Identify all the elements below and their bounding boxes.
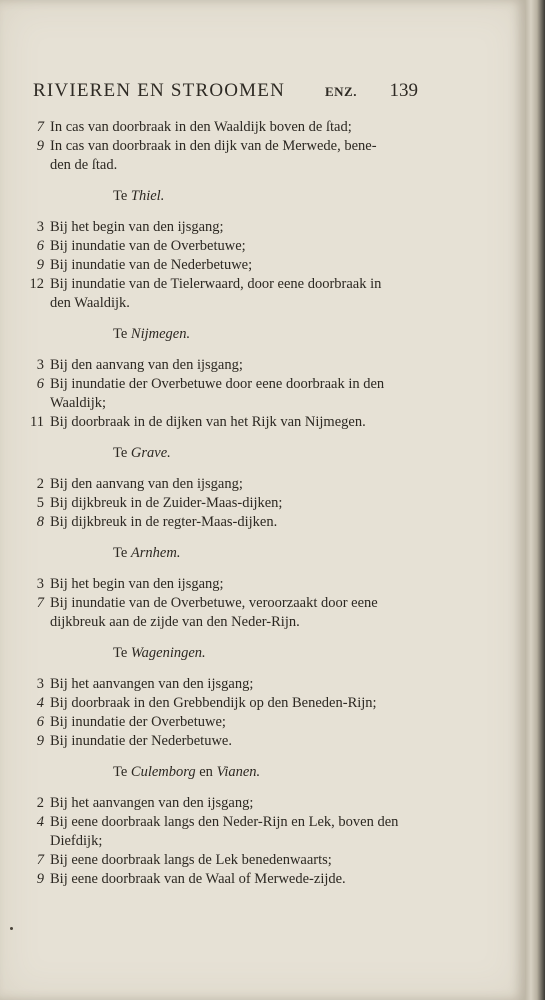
entry-text: Bij dijkbreuk in de Zuider-Maas-dijken; <box>50 495 283 511</box>
entry-text: den de ſtad. <box>50 157 118 173</box>
entry-number: 6 <box>36 376 44 392</box>
entry-line <box>28 218 423 237</box>
entry-line <box>28 256 423 275</box>
entry-number: 9 <box>36 871 44 887</box>
entry-text: Bij dijkbreuk in de regter-Maas-dijken. <box>50 514 278 530</box>
entry-line <box>28 794 423 813</box>
heading-prefix: Te <box>113 645 131 661</box>
entry-line <box>28 356 423 375</box>
entry-line <box>28 575 423 594</box>
entry-line <box>28 832 423 851</box>
entry-text: Diefdijk; <box>50 833 103 849</box>
entry-number: 3 <box>36 357 44 373</box>
entry-line <box>28 494 423 513</box>
heading-place: Culemborg <box>130 764 196 780</box>
running-title: RIVIEREN EN STROOMEN <box>33 80 285 101</box>
entry-text: Bij inundatie van de Nederbetuwe; <box>50 257 253 273</box>
entry-line <box>28 732 423 751</box>
entry-line <box>28 675 423 694</box>
entry-text: In cas van doorbraak in den Waaldijk boven de ſtad; <box>50 119 352 135</box>
entry-text: In cas van doorbraak in den dijk van de Merwede, bene- <box>50 138 377 154</box>
entry-number: 5 <box>36 495 44 511</box>
entry-line <box>28 394 423 413</box>
entry-line <box>28 156 423 175</box>
entry-line <box>28 237 423 256</box>
place-heading <box>28 187 423 206</box>
heading-place: Arnhem. <box>130 545 181 561</box>
entry-line <box>28 118 423 137</box>
entry-number: 4 <box>36 814 44 830</box>
entry-number: 3 <box>36 576 44 592</box>
entry-number: 12 <box>29 276 44 292</box>
entry-number: 2 <box>36 795 44 811</box>
entry-text: Bij inundatie van de Tielerwaard, door eene doorbraak in <box>50 276 382 292</box>
entry-line <box>28 713 423 732</box>
place-heading <box>28 325 423 344</box>
entry-line <box>28 870 423 889</box>
entry-number: 9 <box>36 138 44 154</box>
entry-number: 6 <box>36 238 44 254</box>
entry-text: Bij eene doorbraak langs den Neder-Rijn en Lek, boven den <box>50 814 399 830</box>
heading-conjunction: en <box>195 764 217 780</box>
entry-text: Bij eene doorbraak langs de Lek benedenwaarts; <box>50 852 332 868</box>
entry-text: Bij het aanvangen van den ijsgang; <box>50 676 254 692</box>
entry-text: Bij inundatie der Overbetuwe; <box>50 714 226 730</box>
entry-number: 3 <box>36 676 44 692</box>
entry-line <box>28 413 423 432</box>
entry-number: 3 <box>36 219 44 235</box>
entry-number: 9 <box>36 733 44 749</box>
entry-line <box>28 375 423 394</box>
entry-text: Bij het begin van den ijsgang; <box>50 219 224 235</box>
page-number: 139 <box>389 80 418 101</box>
entry-line <box>28 275 423 294</box>
entry-line <box>28 851 423 870</box>
entry-text: Bij doorbraak in de dijken van het Rijk van Nijmegen. <box>50 414 366 430</box>
page-edge <box>525 0 545 1000</box>
page-body <box>28 118 423 889</box>
entry-text: den Waaldijk. <box>50 295 130 311</box>
entry-number: 8 <box>36 514 44 530</box>
entry-number: 11 <box>30 414 44 430</box>
heading-place-second: Vianen. <box>216 764 261 780</box>
entry-text: Bij inundatie der Nederbetuwe. <box>50 733 232 749</box>
entry-text: Bij het begin van den ijsgang; <box>50 576 224 592</box>
heading-place: Grave. <box>130 445 171 461</box>
entry-number: 7 <box>36 852 44 868</box>
heading-prefix: Te <box>113 545 131 561</box>
heading-prefix: Te <box>113 445 131 461</box>
entry-line <box>28 613 423 632</box>
heading-place: Thiel. <box>130 188 165 204</box>
entry-line <box>28 694 423 713</box>
entry-text: Bij den aanvang van den ijsgang; <box>50 476 243 492</box>
entry-line <box>28 294 423 313</box>
running-title-abbrev: ENZ. <box>325 84 357 99</box>
place-heading <box>28 444 423 463</box>
place-heading <box>28 544 423 563</box>
place-heading <box>28 644 423 663</box>
entry-text: Waaldijk; <box>50 395 107 411</box>
entry-text: Bij den aanvang van den ijsgang; <box>50 357 243 373</box>
entry-number: 6 <box>36 714 44 730</box>
entry-text: Bij inundatie van de Overbetuwe, veroorzaakt door eene <box>50 595 378 611</box>
entry-line <box>28 137 423 156</box>
entry-line <box>28 475 423 494</box>
entry-text: Bij inundatie der Overbetuwe door eene doorbraak in den <box>50 376 385 392</box>
entry-line <box>28 513 423 532</box>
entry-text: dijkbreuk aan de zijde van den Neder-Rijn. <box>50 614 300 630</box>
entry-text: Bij het aanvangen van den ijsgang; <box>50 795 254 811</box>
paper-speck <box>10 927 13 930</box>
entry-number: 7 <box>36 119 44 135</box>
heading-prefix: Te <box>113 764 131 780</box>
heading-place: Nijmegen. <box>130 326 191 342</box>
running-header <box>33 80 418 108</box>
heading-place: Wageningen. <box>130 645 206 661</box>
heading-prefix: Te <box>113 188 131 204</box>
entry-line <box>28 813 423 832</box>
place-heading <box>28 763 423 782</box>
entry-number: 4 <box>36 695 44 711</box>
entry-number: 2 <box>36 476 44 492</box>
heading-prefix: Te <box>113 326 131 342</box>
entry-text: Bij eene doorbraak van de Waal of Merwede-zijde. <box>50 871 346 887</box>
entry-number: 9 <box>36 257 44 273</box>
entry-line <box>28 594 423 613</box>
entry-text: Bij doorbraak in den Grebbendijk op den Beneden-Rijn; <box>50 695 377 711</box>
entry-text: Bij inundatie van de Overbetuwe; <box>50 238 246 254</box>
entry-number: 7 <box>36 595 44 611</box>
